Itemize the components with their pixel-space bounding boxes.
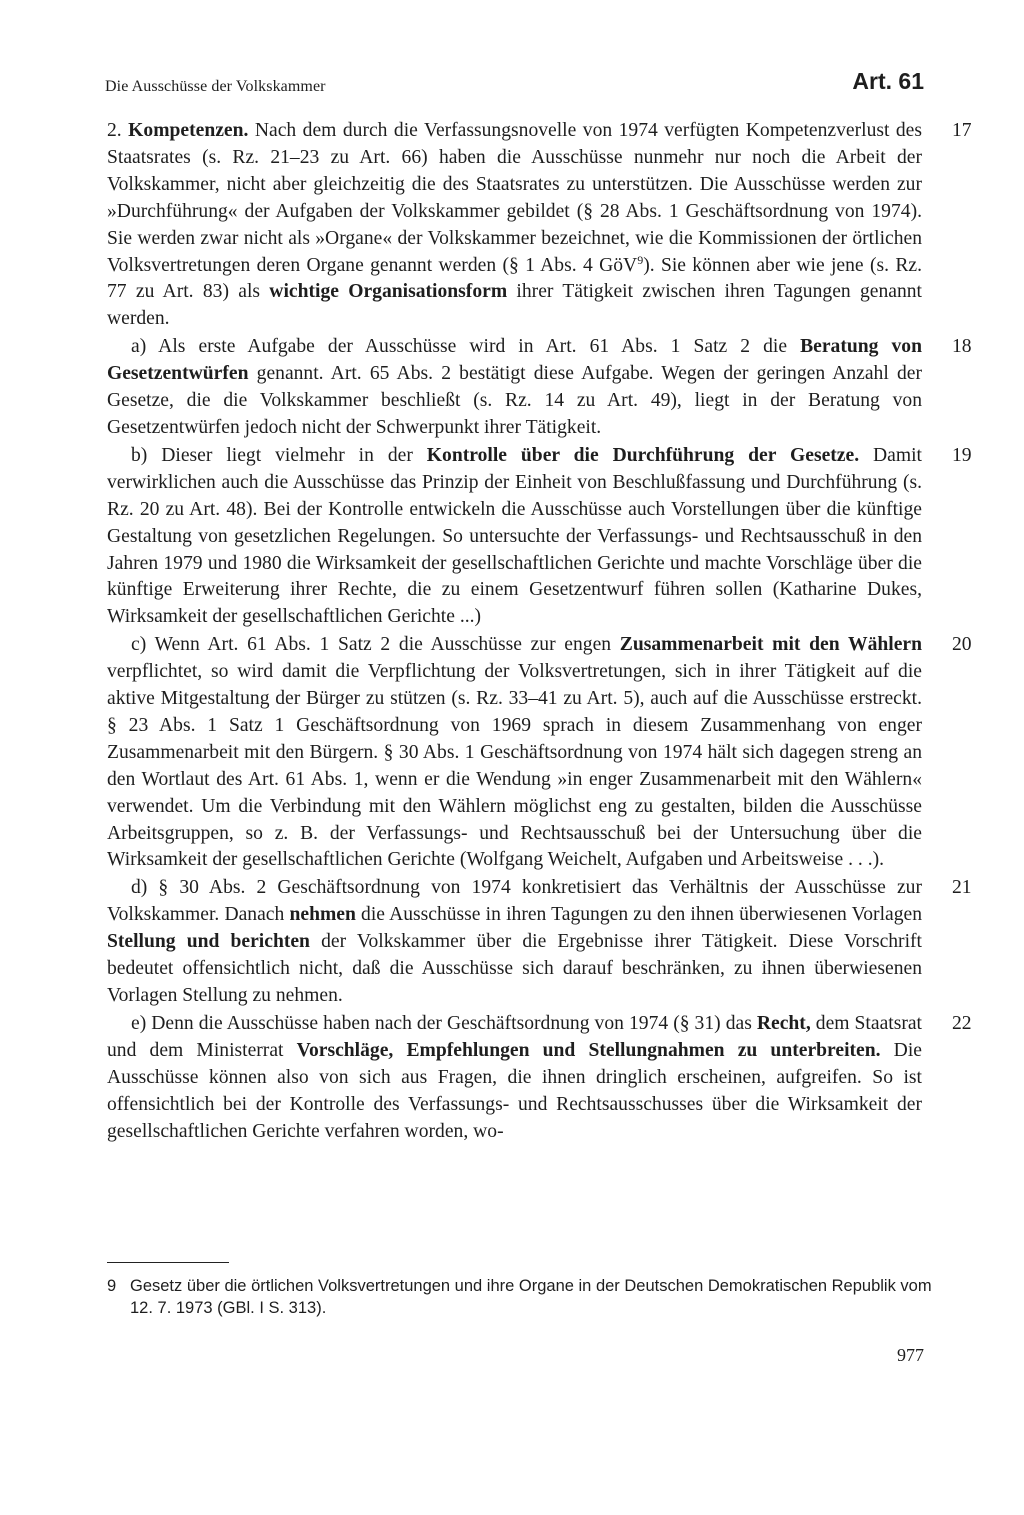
text-run: c) Wenn Art. 61 Abs. 1 Satz 2 die Ausschüsse zur engen (131, 634, 620, 656)
text-run: genannt. Art. 65 Abs. 2 bestätigt diese Aufgabe. Wegen der geringen Anzahl der Gesetze, die die Volkskammer beschließt (s. Rz. 14 zu Art. 49), liegt in der Beratung von Gesetzentwürfen jedoch nicht der Schwerpunkt ihrer Tätigkeit. (107, 363, 922, 438)
text-run: b) Dieser liegt vielmehr in der (131, 444, 427, 466)
text-run: ihrer Tätigkeit zwischen ihren Tagungen genannt werden. (107, 281, 922, 330)
paragraph-18 (107, 334, 972, 442)
emphasis-text: Vorschläge, Empfehlungen und Stellungnahmen zu unterbreiten. (296, 1039, 881, 1061)
running-head: Die Ausschüsse der Volkskammer (105, 78, 326, 95)
paragraph-17 (107, 118, 972, 333)
text-run: die Ausschüsse in ihren Tagungen zu den ihnen überwiesenen Vorlagen (355, 904, 922, 926)
text-run: dem Staatsrat und dem Ministerrat (107, 1012, 923, 1061)
margin-number: 21 (952, 877, 972, 899)
text-run: ). Sie können aber wie jene (s. Rz. 77 zu Art. 83) als (107, 254, 922, 303)
text-run: d) § 30 Abs. 2 Geschäftsordnung von 1974 konkretisiert das Verhältnis der Ausschüsse zur Volkskammer. Danach (107, 877, 922, 926)
emphasis-text: Recht, (756, 1012, 811, 1034)
article-label: Art. 61 (852, 68, 924, 94)
footnote (107, 1275, 932, 1319)
margin-number: 19 (952, 444, 972, 466)
margin-number: 22 (952, 1012, 972, 1034)
paragraph-text (107, 120, 922, 329)
page-number: 977 (897, 1345, 924, 1365)
body-text (107, 118, 972, 1145)
footnote-number: 9 (107, 1277, 117, 1295)
margin-number: 20 (952, 634, 972, 656)
text-run: e) Denn die Ausschüsse haben nach der Geschäftsordnung von 1974 (§ 31) das (131, 1012, 757, 1034)
margin-number: 18 (952, 336, 972, 358)
text-run: Damit verwirklichen auch die Ausschüsse das Prinzip der Einheit von Beschlußfassung und Durchführung (s. Rz. 20 zu Art. 48). Bei der Kontrolle entwickeln die Ausschüsse auch Vorstellungen über die künftige Gestaltung von gesetzlichen Regelungen. So untersuchte der Verfassungs- und Rechtsausschuß in den Jahren 1979 und 1980 die Wirksamkeit der gesellschaftlichen Gerichte und machte Vorschläge über die künftige Erweiterung ihrer Rechte, die zu einem Gesetzentwurf führen sollen (Katharine Dukes, Wirksamkeit der gesellschaftlichen Gerichte ...) (107, 444, 922, 628)
margin-number: 17 (952, 120, 972, 141)
emphasis-text: Kompetenzen. (128, 120, 249, 141)
text-run: a) Als erste Aufgabe der Ausschüsse wird in Art. 61 Abs. 1 Satz 2 die (131, 336, 801, 358)
paragraph-text (107, 1013, 922, 1142)
emphasis-text: wichtige Organisationsform (269, 281, 508, 303)
paragraph-text (107, 445, 922, 627)
emphasis-text: Beratung von Gesetzentwürfen (107, 336, 923, 385)
emphasis-text: Stellung und berichten (107, 931, 310, 953)
emphasis-text: Zusammenarbeit mit den Wählern (619, 634, 923, 656)
paragraph-21 (107, 875, 972, 1010)
text-run: verpflichtet, so wird damit die Verpflichtung der Volksvertretungen, sich in ihrer Tätigkeit auf die aktive Mitgestaltung der Bürger zu stützen (s. Rz. 33–41 zu Art. 5), auch auf die Ausschüsse erstreckt. § 23 Abs. 1 Satz 1 Geschäftsordnung von 1969 sprach in diesem Zusammenhang von enger Zusammenarbeit mit den Bürgern. § 30 Abs. 1 Geschäftsordnung von 1974 hält sich dagegen streng an den Wortlaut des Art. 61 Abs. 1, wenn er die Wendung »in enger Zusammenarbeit mit den Wählern« verwendet. Um die Verbindung mit den Wählern möglichst eng zu gestalten, bilden die Ausschüsse Arbeitsgruppen, so z. B. der Verfassungs- und Rechtsausschuß bei der Untersuchung über die Wirksamkeit der gesellschaftlichen Gerichte (Wolfgang Weichelt, Aufgaben und Arbeitsweise . . .). (107, 661, 922, 871)
text-run: Die Ausschüsse können also von sich aus Fragen, die ihnen dringlich erscheinen, aufgreifen. So ist offensichtlich bei der Kontrolle des Verfassungs- und Rechtsausschusses über die Wirksamkeit der gesellschaftlichen Gerichte verfahren worden, wo- (107, 1039, 922, 1142)
text-run: der Volkskammer über die Ergebnisse ihrer Tätigkeit. Diese Vorschrift bedeutet offensichtlich nicht, daß die Ausschüsse sich darauf beschränken, zu ihnen überwiesenen Vorlagen Stellung zu nehmen. (107, 931, 922, 1006)
paragraph-text (107, 877, 922, 1006)
footnote-ref: 9 (637, 252, 644, 267)
paragraph-19 (107, 443, 972, 631)
emphasis-text: Kontrolle über die Durchführung der Gesetze. (426, 444, 860, 466)
footnote-text: Gesetz über die örtlichen Volksvertretungen und ihre Organe in der Deutschen Demokratischen Republik vom 12. 7. 1973 (GBl. I S. 313). (130, 1277, 932, 1317)
paragraph-22 (107, 1011, 972, 1146)
paragraph-text (107, 634, 922, 870)
footnote-divider (107, 1262, 229, 1263)
paragraph-20 (107, 632, 972, 874)
text-run: 2. (107, 120, 129, 141)
paragraph-text (107, 336, 922, 438)
text-run: Nach dem durch die Verfassungsnovelle von 1974 verfügten Kompetenzverlust des Staatsrates (s. Rz. 21–23 zu Art. 66) haben die Ausschüsse nunmehr nur noch die Arbeit der Volkskammer, nicht aber gleichzeitig die des Staatsrates zu unterstützen. Die Ausschüsse werden zur »Durchführung« der Aufgaben der Volkskammer gebildet (§ 28 Abs. 1 Geschäftsordnung von 1974). Sie werden zwar nicht als »Organe« der Volkskammer bezeichnet, wie die Kommissionen der örtlichen Volksvertretungen deren Organe genannt werden (§ 1 Abs. 4 GöV (107, 120, 923, 276)
emphasis-text: nehmen (289, 904, 356, 926)
